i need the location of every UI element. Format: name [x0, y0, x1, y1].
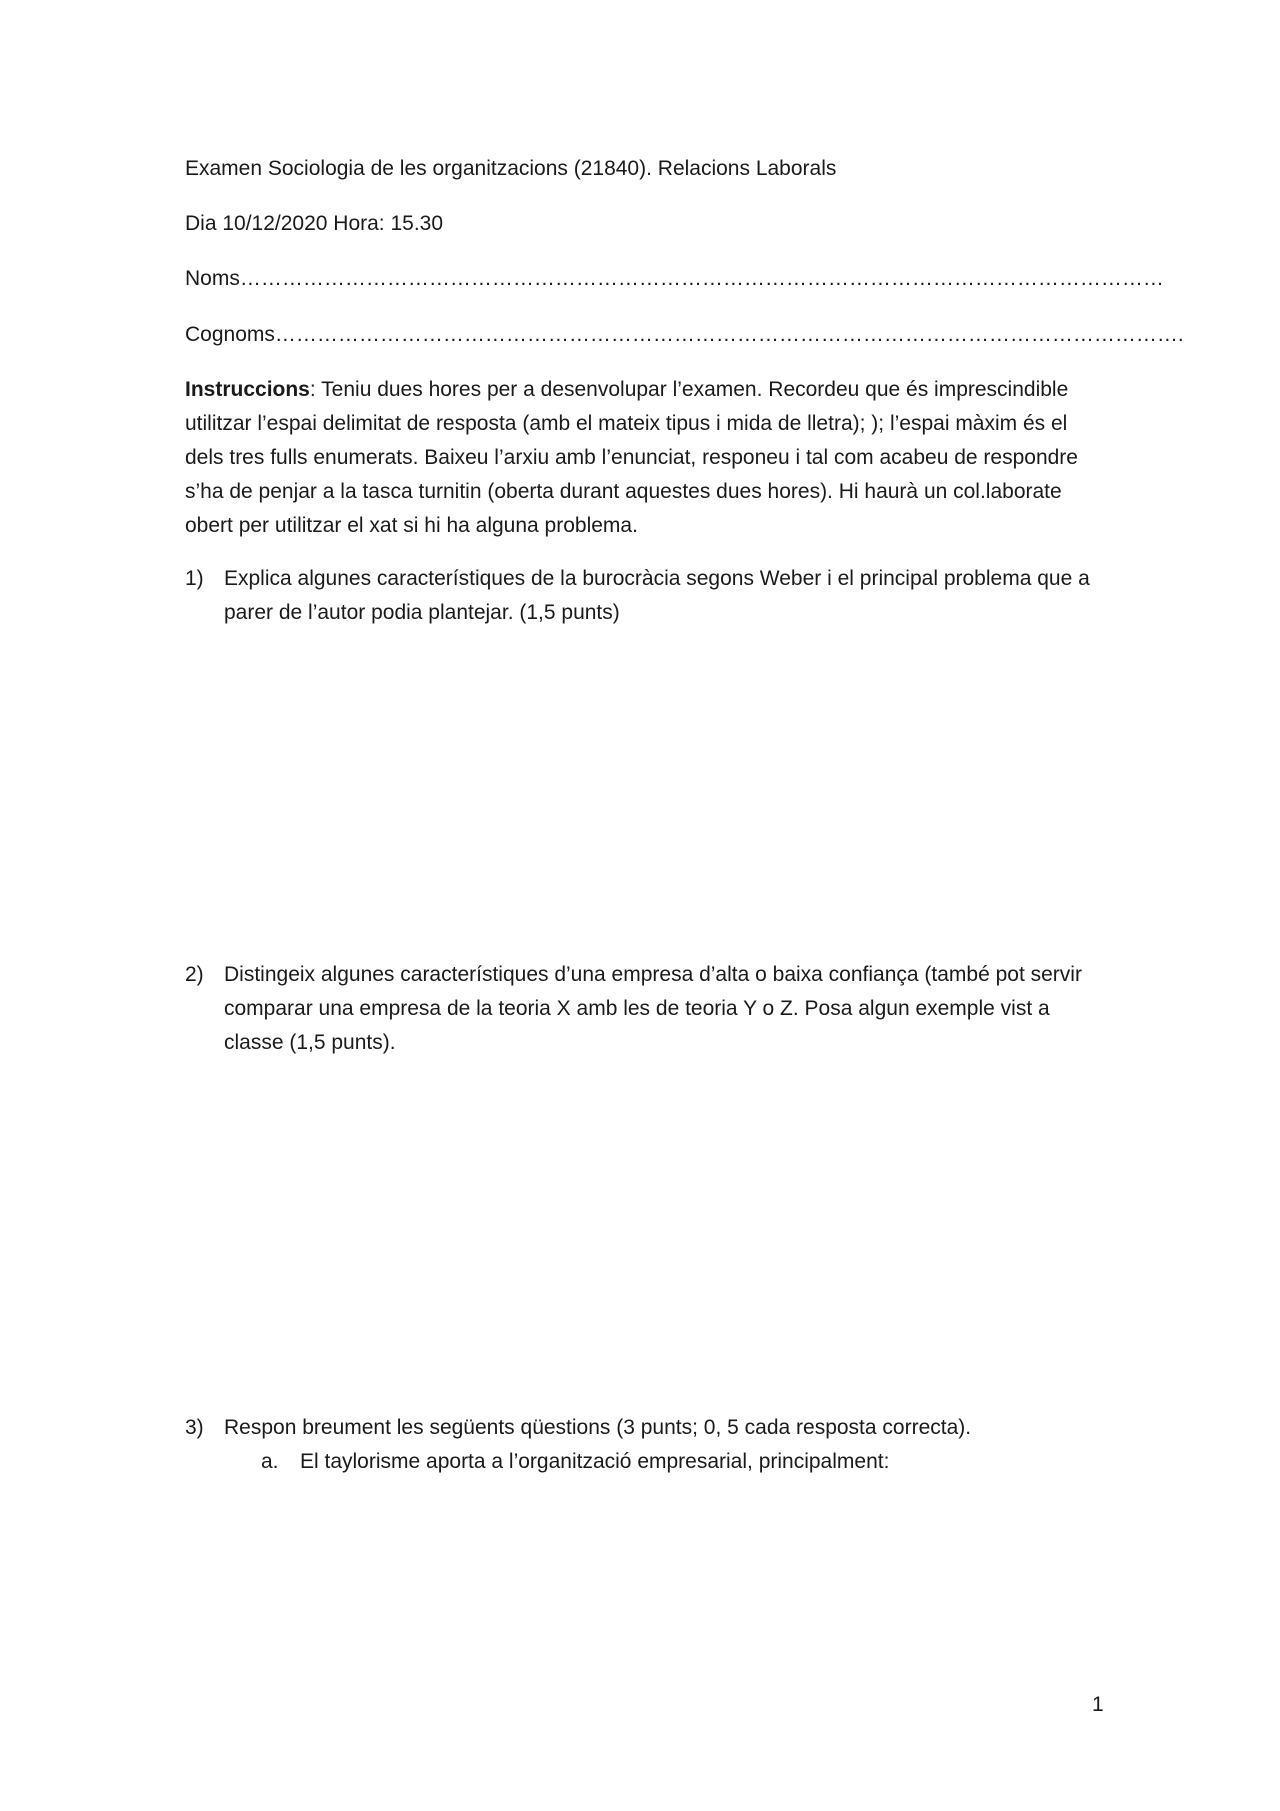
page-number: 1: [1092, 1693, 1104, 1716]
instructions-text: : Teniu dues hores per a desenvolupar l’examen. Recordeu que és imprescindible utilitzar l’espai delimitat de resposta (amb el mateix tipus i mida de lletra); ); l’espai màxim és el dels tres fulls enumerats. Baixeu l’arxiu amb l’enunciat, responeu i tal com acabeu de respondre s’ha de penjar a la tasca turnitin (oberta durant aquestes dues hores). Hi haurà un col.laborate obert per utilitzar el xat si hi ha alguna problema.: [185, 378, 1078, 537]
question-2: [185, 958, 1105, 1060]
exam-title: Examen Sociologia de les organitzacions (21840). Relacions Laborals: [185, 157, 837, 180]
names-field-line: Noms……………………………………………………………………………………………………………………: [185, 267, 1164, 290]
exam-date-line: Dia 10/12/2020 Hora: 15.30: [185, 212, 444, 235]
question-3: [185, 1411, 1105, 1445]
subitem-text: El taylorisme aporta a l’organització empresarial, principalment:: [300, 1450, 890, 1473]
question-1: [185, 562, 1105, 630]
question-number: 1): [185, 567, 204, 590]
subitem-letter: a.: [261, 1450, 279, 1473]
surnames-field-line: Cognoms………………………………………………………………………………………………………………….: [185, 323, 1184, 346]
question-number: 3): [185, 1416, 204, 1439]
question-text: Respon breument les següents qüestions (3 punts; 0, 5 cada resposta correcta).: [224, 1416, 972, 1439]
instructions-paragraph: [185, 373, 1105, 543]
question-text: Distingeix algunes característiques d’una empresa d’alta o baixa confiança (també pot servir comparar una empresa de la teoria X amb les de teoria Y o Z. Posa algun exemple vist a classe (1,5 punts).: [224, 963, 1082, 1054]
instructions-label: Instruccions: [185, 378, 310, 401]
question-text: Explica algunes característiques de la burocràcia segons Weber i el principal problema que a parer de l’autor podia plantejar. (1,5 punts): [224, 567, 1090, 624]
question-number: 2): [185, 963, 204, 986]
